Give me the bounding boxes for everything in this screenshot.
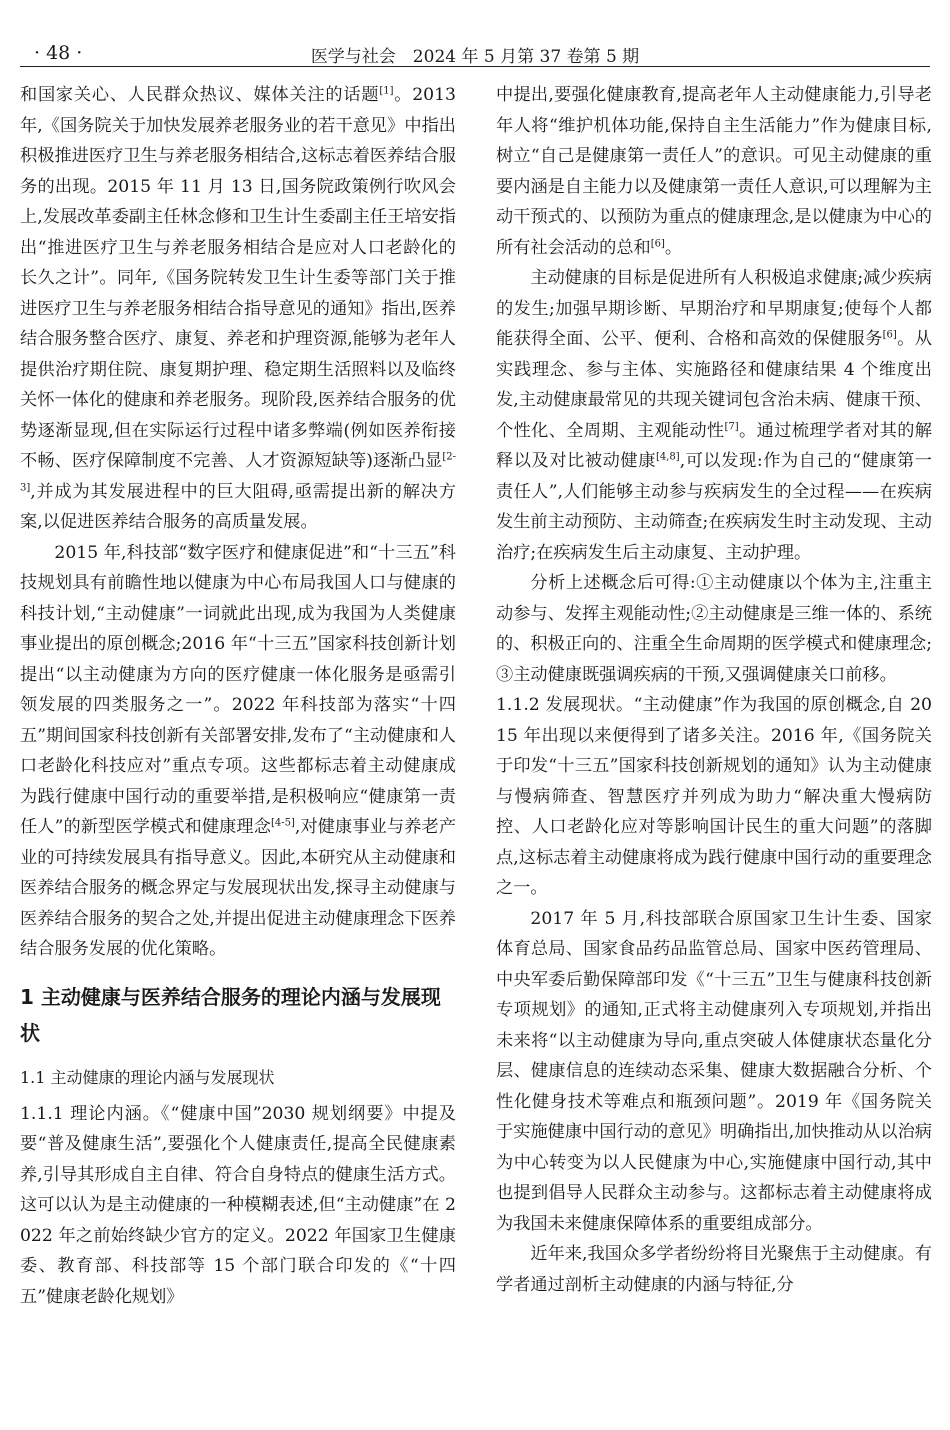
citation: [4-5]	[271, 817, 295, 829]
paragraph: 2015 年,科技部“数字医疗和健康促进”和“十三五”科技规划具有前瞻性地以健康为中心布局我国人口与健康的科技计划,“主动健康”一词就此出现,成为我国为人类健康事业提出的原创概念;2016 年“十三五”国家科技创新计划提出“以主动健康为方向的医疗健康一体化服务是亟需引领发展的四类服务之一”。2022 年科技部为落实“十四五”期间国家科技创新有关部署安排,发布了“主动健康和人口老龄化科技应对”重点专项。这些都标志着主动健康成为践行健康中国行动的重要举措,是积极响应“健康第一责任人”的新型医学模式和健康理念[4-5],对健康事业与养老产业的可持续发展具有指导意义。因此,本研究从主动健康和医养结合服务的概念界定与发展现状出发,探寻主动健康与医养结合服务的契合之处,并提出促进主动健康理念下医养结合服务发展的优化策略。	[20, 542, 457, 959]
page-header	[20, 36, 930, 67]
paragraph: 1.1.2 发展现状。“主动健康”作为我国的原创概念,自 2015 年出现以来便得到了诸多关注。2016 年,《国务院关于印发“十三五”国家科技创新规划的通知》认为主动健康与慢病筛查、智慧医疗并列成为助力“解决重大慢病防控、人口老龄化应对等影响国计民生的重大问题”的落脚点,这标志着主动健康将成为践行健康中国行动的重要理念之一。	[496, 695, 932, 898]
paragraph: 近年来,我国众多学者纷纷将目光聚焦于主动健康。有学者通过剖析主动健康的内涵与特征,分	[496, 1244, 932, 1295]
paragraph: 中提出,要强化健康教育,提高老年人主动健康能力,引导老年人将“维护机体功能,保持自主生活能力”作为健康目标,树立“自己是健康第一责任人”的意识。可见主动健康的重要内涵是自主能力以及健康第一责任人意识,可以理解为主动干预式的、以预防为重点的健康理念,是以健康为中心的所有社会活动的总和[6]。	[496, 85, 932, 258]
paragraph: 分析上述概念后可得:①主动健康以个体为主,注重主动参与、发挥主观能动性;②主动健康是三维一体的、系统的、积极正向的、注重全生命周期的医学模式和健康理念;③主动健康既强调疾病的干预,又强调健康关口前移。	[496, 573, 932, 685]
subsection-heading: 1.1 主动健康的理论内涵与发展现状	[20, 1067, 275, 1087]
paragraph: 1.1.1 理论内涵。《“健康中国”2030 规划纲要》中提及要“普及健康生活”,要强化个人健康责任,提高全民健康素养,引导其形成自主自律、符合自身特点的健康生活方式。这可以认为是主动健康的一种模糊表述,但“主动健康”在 2022 年之前始终缺少官方的定义。2022 年国家卫生健康委、教育部、科技部等 15 个部门联合印发的《“十四五”健康老龄化规划》	[20, 1103, 456, 1307]
paragraph: 2017 年 5 月,科技部联合原国家卫生计生委、国家体育总局、国家食品药品监管总局、国家中医药管理局、中央军委后勤保障部印发《“十三五”卫生与健康科技创新专项规划》的通知,正式将主动健康列入专项规划,并指出未来将“以主动健康为导向,重点突破人体健康状态量化分层、健康信息的连续动态采集、健康大数据融合分析、个性化健身技术等难点和瓶颈问题”。2019 年《国务院关于实施健康中国行动的意见》明确指出,加快推动从以治病为中心转变为以人民健康为中心,实施健康中国行动,其中也提到倡导人民群众主动参与。这都标志着主动健康将成为我国未来健康保障体系的重要组成部分。	[496, 908, 932, 1234]
citation: [6]	[882, 329, 897, 341]
right-column	[496, 80, 932, 1300]
citation: [6]	[650, 237, 665, 249]
citation: [2-3]	[20, 451, 456, 493]
citation: [4,8]	[655, 451, 680, 463]
running-head: 医学与社会 2024 年 5 月第 37 卷第 5 期	[310, 47, 640, 67]
section-heading: 1 主动健康与医养结合服务的理论内涵与发展现状	[20, 984, 441, 1045]
left-column	[20, 80, 456, 1312]
page-number: · 48 ·	[34, 42, 83, 64]
citation: [1]	[379, 85, 394, 97]
citation: [7]	[724, 420, 739, 432]
paragraph: 主动健康的目标是促进所有人积极追求健康;减少疾病的发生;加强早期诊断、早期治疗和早期康复;使每个人都能获得全面、公平、便利、合格和高效的保健服务[6]。从实践理念、参与主体、实施路径和健康结果 4 个维度出发,主动健康最常见的共现关键词包含治未病、健康干预、个性化、全周期、主观能动性[7]。通过梳理学者对其的解释以及对比被动健康[4,8],可以发现:作为自己的“健康第一责任人”,人们能够主动参与疾病发生的全过程——在疾病发生前主动预防、主动筛查;在疾病发生时主动发现、主动治疗;在疾病发生后主动康复、主动护理。	[496, 268, 932, 563]
paragraph: 和国家关心、人民群众热议、媒体关注的话题[1]。2013 年,《国务院关于加快发展养老服务业的若干意见》中指出积极推进医疗卫生与养老服务相结合,这标志着医养结合服务的出现。2015 年 11 月 13 日,国务院政策例行吹风会上,发展改革委副主任林念修和卫生计生委副主任王培安指出“推进医疗卫生与养老服务相结合是应对人口老龄化的长久之计”。同年,《国务院转发卫生计生委等部门关于推进医疗卫生与养老服务相结合指导意见的通知》指出,医养结合服务整合医疗、康复、养老和护理资源,能够为老年人提供治疗期住院、康复期护理、稳定期生活照料以及临终关怀一体化的健康和养老服务。现阶段,医养结合服务的优势逐渐显现,但在实际运行过程中诸多弊端(例如医养衔接不畅、医疗保障制度不完善、人才资源短缺等)逐渐凸显[2-3],并成为其发展进程中的巨大阻碍,亟需提出新的解决方案,以促进医养结合服务的高质量发展。	[20, 85, 456, 532]
